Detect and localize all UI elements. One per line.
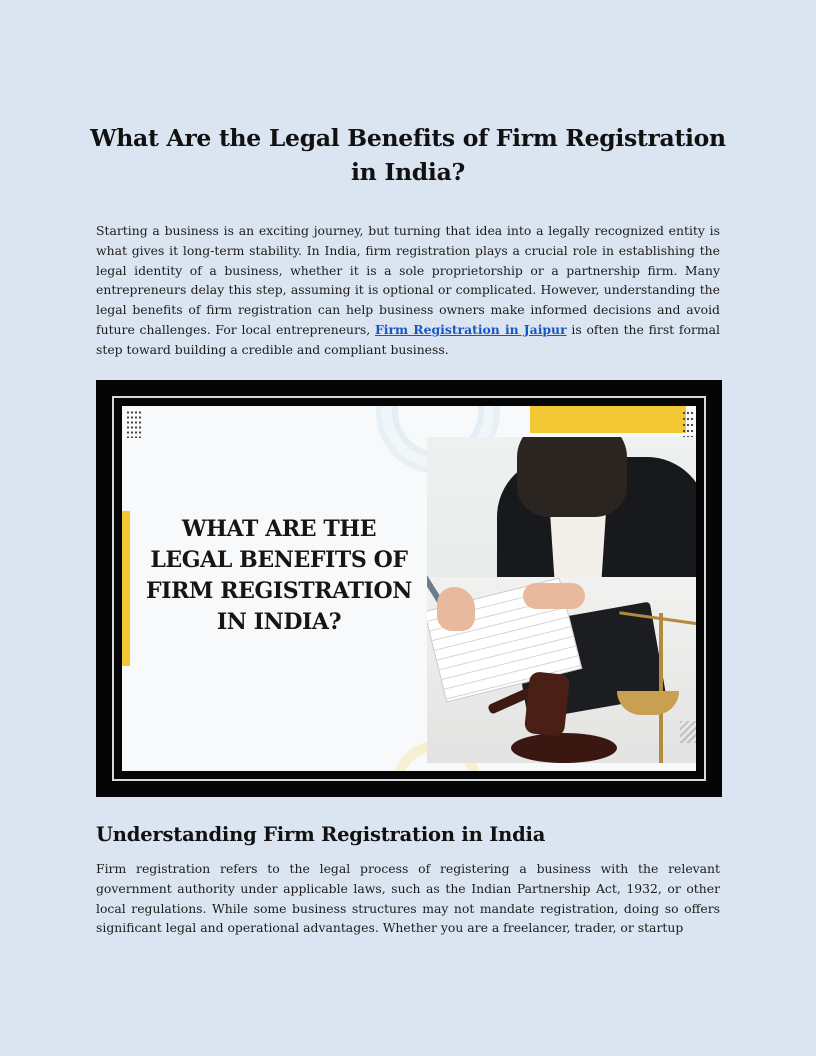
- dot-pattern-icon: [126, 410, 142, 438]
- photo-hand: [523, 583, 585, 609]
- firm-registration-jaipur-link[interactable]: Firm Registration in Jaipur: [375, 321, 567, 337]
- banner-frame: [112, 396, 706, 781]
- section-heading: Understanding Firm Registration in India: [96, 823, 546, 846]
- stripe-pattern-icon: [680, 721, 696, 743]
- banner-image: [96, 380, 722, 797]
- intro-text-before-link: Starting a business is an exciting journey, but turning that idea into a legally recognized entity is what gives it long-term stability. In India, firm registration plays a crucial role in establishing the legal identity of a business, whether it is a sole proprietorship or a partnership firm. Many entrepreneurs delay this step, assuming it is optional or complicated. However, understanding the legal benefits of firm registration can help business owners make informed decisions and avoid future challenges. For local entrepreneurs,: [96, 223, 720, 337]
- yellow-accent-block: [530, 406, 686, 433]
- scale-of-justice-icon: [659, 613, 663, 763]
- gavel-base: [511, 733, 617, 763]
- banner-canvas: [122, 406, 696, 771]
- photo-hand: [437, 587, 475, 631]
- gavel-icon: [524, 671, 570, 737]
- photo-hair: [517, 437, 627, 517]
- banner-title: WHAT ARE THE LEGAL BENEFITS OF FIRM REGISTRATION IN INDIA?: [146, 516, 412, 635]
- section-paragraph: Firm registration refers to the legal process of registering a business with the relevant government authority under applicable laws, such as the Indian Partnership Act, 1932, or other local regulations. While some business structures may not mandate registration, doing so offers significant legal and operational advantages. Whether you are a freelancer, trader, or startup: [96, 861, 720, 936]
- intro-paragraph: [96, 221, 720, 360]
- document-title: What Are the Legal Benefits of Firm Registration in India?: [90, 124, 726, 186]
- lawyer-photo: [427, 437, 696, 763]
- intro-text-after-link: is often the first formal step toward building a credible and compliant business.: [96, 321, 720, 357]
- yellow-accent-bar: [122, 511, 130, 666]
